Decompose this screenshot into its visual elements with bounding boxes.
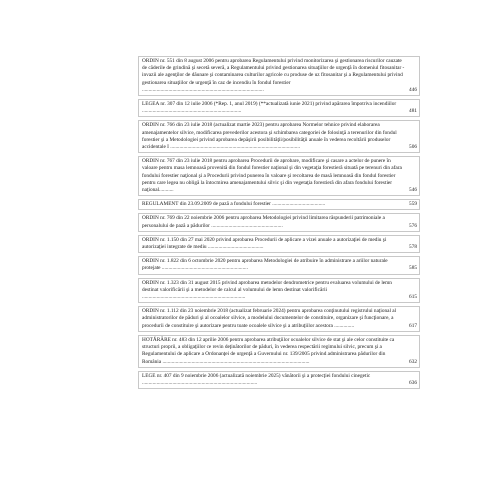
toc-entry-title: ORDIN nr. 1.323 din 31 august 2015 privind aprobarea metodelor dendrometrice pentru evaluarea volumului de lemn destinat valorificării şi a metodelor de calcul al volumului de lemn destinat valorificării .............................................................................. [142, 279, 392, 301]
toc-entry-page-number: 585 [409, 265, 417, 272]
toc-entry-law-407[interactable] [138, 371, 420, 389]
toc-entry-title: LEGE nr. 407 din 9 noiembrie 2006 (actualizată noiembrie 2025) vânătorii şi a protecţiei fondului cinegetic ....................................................................................... [142, 372, 371, 386]
toc-entry-order-1323[interactable] [138, 278, 420, 304]
toc-entry-regulation-2009[interactable] [138, 199, 420, 210]
toc-entry-title: ORDIN nr. 1.150 din 27 mai 2020 privind aprobarea Procedurii de aplicare a vizei anuale a autorizaţiei de mediu şi autorizaţiei integrate de mediu .......................................... [142, 236, 387, 251]
toc-entry-title: ORDIN nr. 1.112 din 23 noiembrie 2018 (actualizat februarie 2024) pentru aprobarea conţinutului registrului naţional al administratorilor de păduri şi al ocoalelor silvice, a modelului documentelor de constituire, organizare şi funcţionare, a procedurii de constituire şi autorizare pentru toate ocoalele silvice şi a atribuţiilor acestora ............... [142, 308, 397, 329]
toc-entry-title: REGULAMENT din 23.09.2009 de pază a fondului forestier ........................................ [142, 201, 326, 208]
toc-entry-page-number: 546 [409, 187, 417, 194]
toc-entry-page-number: 576 [409, 222, 417, 229]
toc-entry-order-551[interactable] [138, 56, 420, 96]
toc-entry-order-1150[interactable] [138, 235, 420, 253]
toc-entry-page-number: 636 [409, 379, 417, 386]
toc-entry-page-number: 617 [409, 322, 417, 329]
toc-entry-title: ORDIN nr. 769 din 22 noiembrie 2006 pentru aprobarea Metodologiei privind limitarea răspunderii patrimoniale a personalului de pază a pădurilor ...................................................... [142, 215, 385, 229]
toc-entry-title: ORDIN nr. 551 din 8 august 2006 pentru aprobarea Regulamentului privind monitorizarea şi gestionarea riscurilor cauzate de căderile de grindină şi secetă severă, a Regulamentului privind gestionarea situaţiilor de urgenţă în domeniul fitosanitar - invazii ale agenţilor de dăunare şi contaminarea culturilor agricole cu produse de uz fitosanitar şi a Regulamentului privind gestionarea situaţiilor de urgenţă în caz de incendiu în fondul forestier ............................................................................................ [142, 58, 405, 93]
toc-entry-page-number: 446 [409, 86, 417, 93]
toc-entry-page-number: 506 [409, 144, 417, 151]
toc-entry-order-1822[interactable] [138, 256, 420, 274]
toc-entry-title: ORDIN nr. 766 din 23 iulie 2018 (actualizat martie 2023) pentru aprobarea Normelor tehnice privind elaborarea amenajamentelor silvice, modificarea prevederilor acestora şi schimbarea categoriei de folosinţă a terenurilor din fondul forestier şi a Metodologiei privind aprobarea depăşirii posibilităţii/posibilităţii anuale în vederea recoltării produselor accidentale I .................................................................................................. [142, 122, 397, 151]
toc-entry-page-number: 578 [409, 244, 417, 251]
toc-entry-title: ORDIN nr. 1.822 din 6 octombrie 2020 pentru aprobarea Metodologiei de atribuire în administrare a ariilor naturale protejate ................................................................. [142, 258, 388, 272]
toc-entry-page-number: 559 [409, 201, 417, 208]
toc-entry-title: HOTĂRÂRE nr. 483 din 12 aprilie 2006 pentru aprobarea atribuţiilor ocoalelor silvice de stat şi ale celor constituite ca structuri proprii, a obligaţiilor ce revin deţinătorilor de păduri, în vederea respectării regimului silvic, precum şi a Regulamentului de aplicare a Ordonanţei de urgenţă a Guvernului nr. 139/2005 privind administrarea pădurilor din România ............................................................................................................... [142, 336, 395, 365]
toc-entry-page-number: 615 [409, 294, 417, 301]
table-of-contents [138, 56, 420, 392]
toc-entry-order-769[interactable] [138, 213, 420, 231]
toc-entry-order-766[interactable] [138, 120, 420, 153]
toc-entry-title: ORDIN nr. 767 din 23 iulie 2018 pentru aprobarea Procedurii de aprobare, modificare şi casare a actelor de punere în valoare pentru masa lemnoasă provenită din fondul forestier naţional şi din vegetaţia forestieră situată pe terenuri din afara fondului forestier naţional şi a Procedurii privind punerea în valoare şi recoltarea de masă lemnoasă din fondul forestier pentru care legea nu obligă la întocmirea amenajamentului silvic şi din vegetaţia forestieră din afara fondului forestier naţional........... [142, 158, 402, 194]
toc-entry-title: LEGEA nr. 307 din 12 iulie 2006 (*Rep. 1, anul 2019) (**actualizată iunie 2021) privind apărarea împotriva incendiilor ........................................................................... [142, 101, 397, 115]
toc-entry-decision-483[interactable] [138, 335, 420, 368]
toc-entry-law-307[interactable] [138, 99, 420, 117]
toc-entry-page-number: 481 [409, 108, 417, 115]
toc-entry-page-number: 632 [409, 358, 417, 365]
toc-entry-order-767[interactable] [138, 156, 420, 196]
toc-entry-order-1112[interactable] [138, 306, 420, 332]
